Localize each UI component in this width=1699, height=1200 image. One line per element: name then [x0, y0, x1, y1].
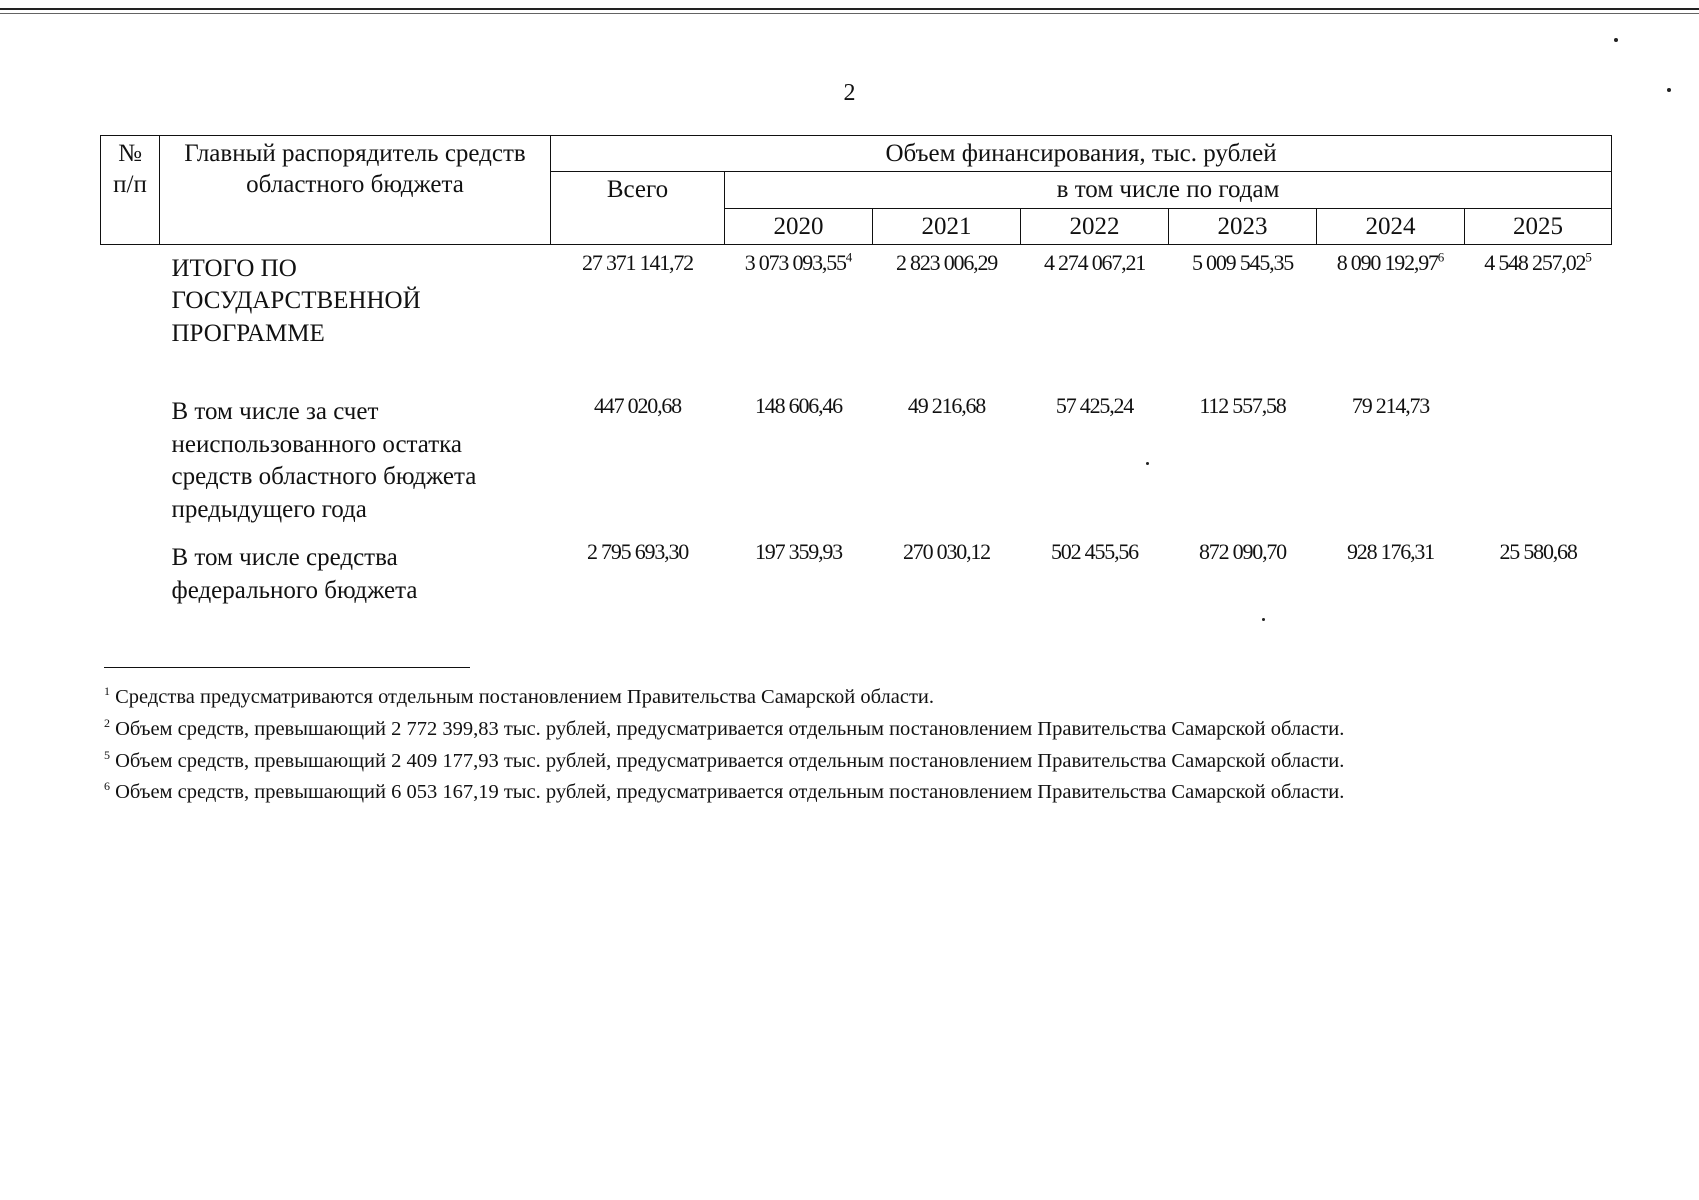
row-year-value: 928 176,31	[1346, 539, 1434, 565]
footnote-mark: 5	[104, 747, 110, 762]
header-year: 2022	[1021, 208, 1169, 244]
row-year-value: 5 009 545,35	[1191, 249, 1294, 275]
scan-speck	[1262, 618, 1265, 621]
header-total: Всего	[551, 172, 725, 245]
row-year-value: 148 606,46	[754, 393, 842, 419]
table-row	[101, 388, 1612, 534]
footnote-item	[104, 710, 1604, 742]
scan-border-top	[0, 8, 1699, 10]
header-funding: Объем финансирования, тыс. рублей	[551, 136, 1612, 172]
row-number	[101, 388, 160, 534]
footnote-ref: 4	[845, 249, 853, 265]
scan-border-top-inner	[0, 13, 1699, 14]
footnote-mark: 2	[104, 715, 110, 730]
header-by-years: в том числе по годам	[725, 172, 1612, 208]
row-year-value: 502 455,56	[1050, 539, 1138, 565]
footnote-item	[104, 678, 1604, 710]
footnote-mark: 6	[104, 779, 110, 794]
row-name: В том числе средства федерального бюджета	[171, 544, 418, 604]
header-year: 2021	[873, 208, 1021, 244]
row-name: В том числе за счет неиспользованного остатка средств областного бюджета предыдущего года	[171, 398, 477, 523]
scan-speck	[1146, 462, 1149, 465]
header-year: 2025	[1465, 208, 1612, 244]
header-year: 2023	[1169, 208, 1317, 244]
footnote-item	[104, 773, 1604, 805]
row-year-value: 49 216,68	[907, 393, 986, 419]
row-number	[101, 244, 160, 358]
row-year-value: 112 557,58	[1199, 393, 1286, 419]
row-year-value: 872 090,70	[1198, 539, 1286, 565]
funding-table	[100, 135, 1612, 615]
footnote-text: Объем средств, превышающий 6 053 167,19 тыс. рублей, предусматривается отдельным постановлением Правительства Самарской области.	[115, 781, 1345, 804]
table-row	[101, 244, 1612, 358]
scan-speck	[1667, 88, 1671, 92]
footnote-ref: 5	[1585, 249, 1592, 265]
row-year-value: 79 214,73	[1351, 393, 1430, 419]
row-year-value: 2 823 006,29	[895, 249, 998, 275]
header-num: № п/п	[101, 136, 160, 245]
header-year: 2024	[1317, 208, 1465, 244]
row-year-value: 270 030,12	[902, 539, 990, 565]
row-year-value: 4 274 067,21	[1043, 249, 1146, 275]
row-name: ИТОГО ПО ГОСУДАРСТВЕННОЙ ПРОГРАММЕ	[171, 254, 421, 347]
row-number	[101, 534, 160, 615]
header-admin: Главный распорядитель средств областного бюджета	[160, 136, 551, 245]
page-number: 2	[843, 80, 856, 106]
row-total: 447 020,68	[593, 393, 681, 419]
row-spacer	[101, 358, 1612, 388]
row-year-value: 197 359,93	[754, 539, 842, 565]
footnote-text: Средства предусматриваются отдельным постановлением Правительства Самарской области.	[115, 685, 935, 708]
footnote-item	[104, 742, 1604, 774]
row-year-value: 8 090 192,97$^6$	[1336, 249, 1445, 275]
footnote-text: Объем средств, превышающий 2 409 177,93 тыс. рублей, предусматривается отдельным постановлением Правительства Самарской области.	[115, 749, 1345, 772]
footnote-separator	[104, 667, 470, 668]
row-year-value: 25 580,68	[1499, 539, 1577, 565]
scan-speck	[1614, 38, 1618, 42]
row-total: 27 371 141,72	[582, 249, 693, 275]
row-year-value: 3 073 093,55$^4$	[744, 249, 853, 275]
row-total: 2 795 693,30	[586, 539, 689, 565]
table-row	[101, 534, 1612, 615]
row-year-value: 57 425,24	[1055, 393, 1134, 419]
footnote-mark: 1	[104, 684, 110, 698]
footnotes	[104, 678, 1604, 805]
row-year-value	[1465, 388, 1612, 534]
header-year: 2020	[725, 208, 873, 244]
row-year-value: 4 548 257,02$^5$	[1484, 249, 1592, 275]
footnote-text: Объем средств, превышающий 2 772 399,83 тыс. рублей, предусматривается отдельным постановлением Правительства Самарской области.	[115, 717, 1345, 740]
footnote-ref: 6	[1437, 249, 1445, 265]
